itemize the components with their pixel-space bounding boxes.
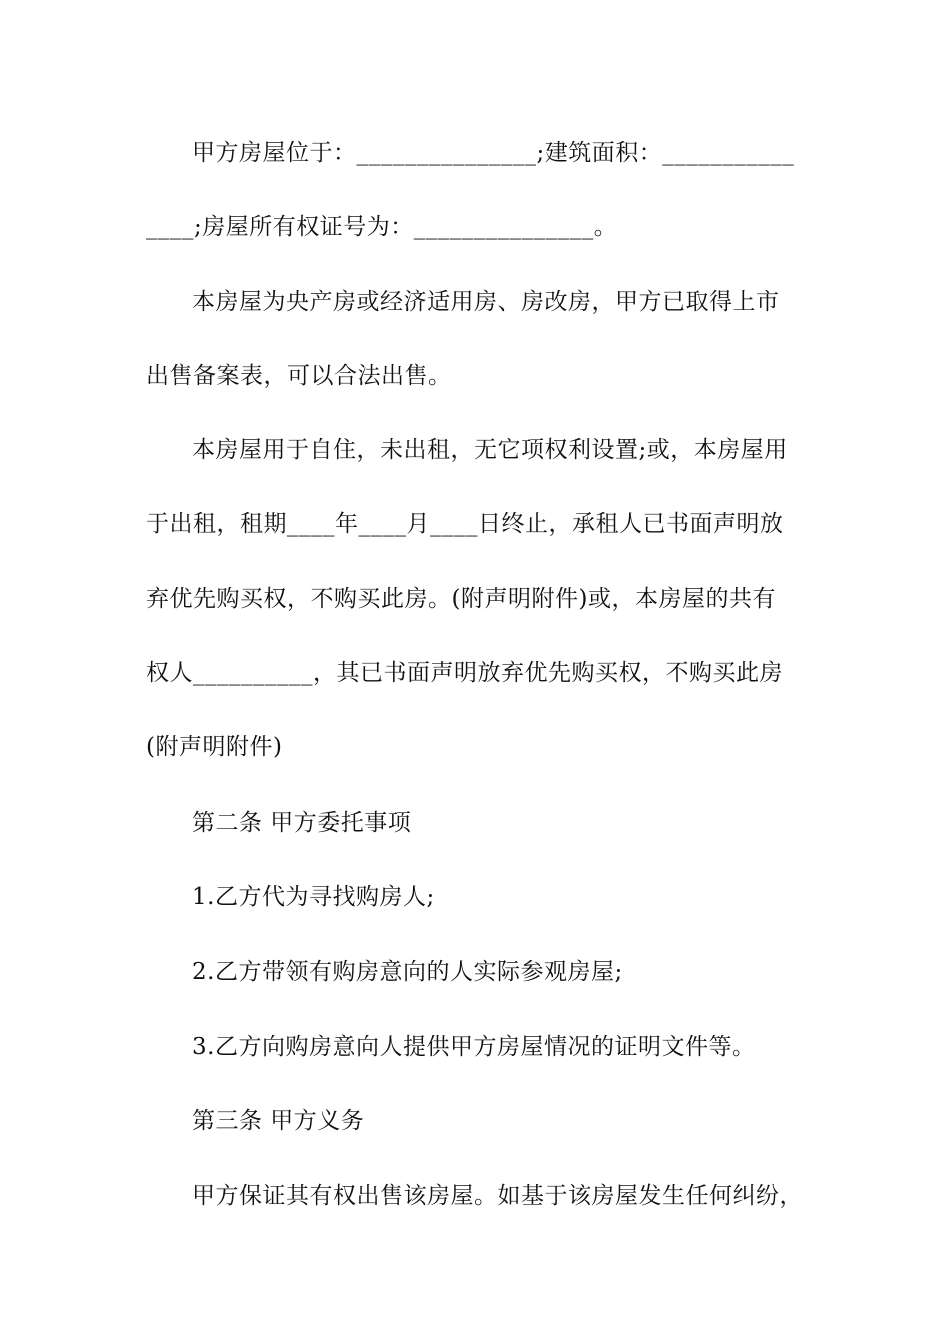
- list-item-3: 3.乙方向购房意向人提供甲方房屋情况的证明文件等。: [192, 1034, 756, 1060]
- section-heading-article-3: 第三条 甲方义务: [192, 1108, 365, 1134]
- paragraph-usage-cont-3: 权人__________，其已书面声明放弃优先购买权，不购买此房: [146, 660, 783, 686]
- paragraph-house-type-cont: 出售备案表，可以合法出售。: [146, 363, 452, 389]
- paragraph-location-line-cont: ____;房屋所有权证号为：_______________。: [146, 214, 618, 240]
- paragraph-usage: 本房屋用于自住，未出租，无它项权利设置;或，本房屋用: [192, 437, 788, 463]
- section-heading-article-2: 第二条 甲方委托事项: [192, 810, 412, 836]
- paragraph-house-type: 本房屋为央产房或经济适用房、房改房，甲方已取得上市: [192, 289, 780, 315]
- list-item-2: 2.乙方带领有购房意向的人实际参观房屋;: [192, 959, 623, 985]
- paragraph-location-line: 甲方房屋位于：_______________;建筑面积：___________: [192, 140, 795, 166]
- paragraph-usage-cont-1: 于出租，租期____年____月____日终止，承租人已书面声明放: [146, 511, 784, 537]
- paragraph-obligation: 甲方保证其有权出售该房屋。如基于该房屋发生任何纠纷，: [192, 1183, 803, 1209]
- list-item-1: 1.乙方代为寻找购房人;: [192, 884, 435, 910]
- paragraph-usage-cont-4: (附声明附件): [146, 734, 283, 760]
- paragraph-usage-cont-2: 弃优先购买权，不购买此房。(附声明附件)或，本房屋的共有: [146, 586, 776, 612]
